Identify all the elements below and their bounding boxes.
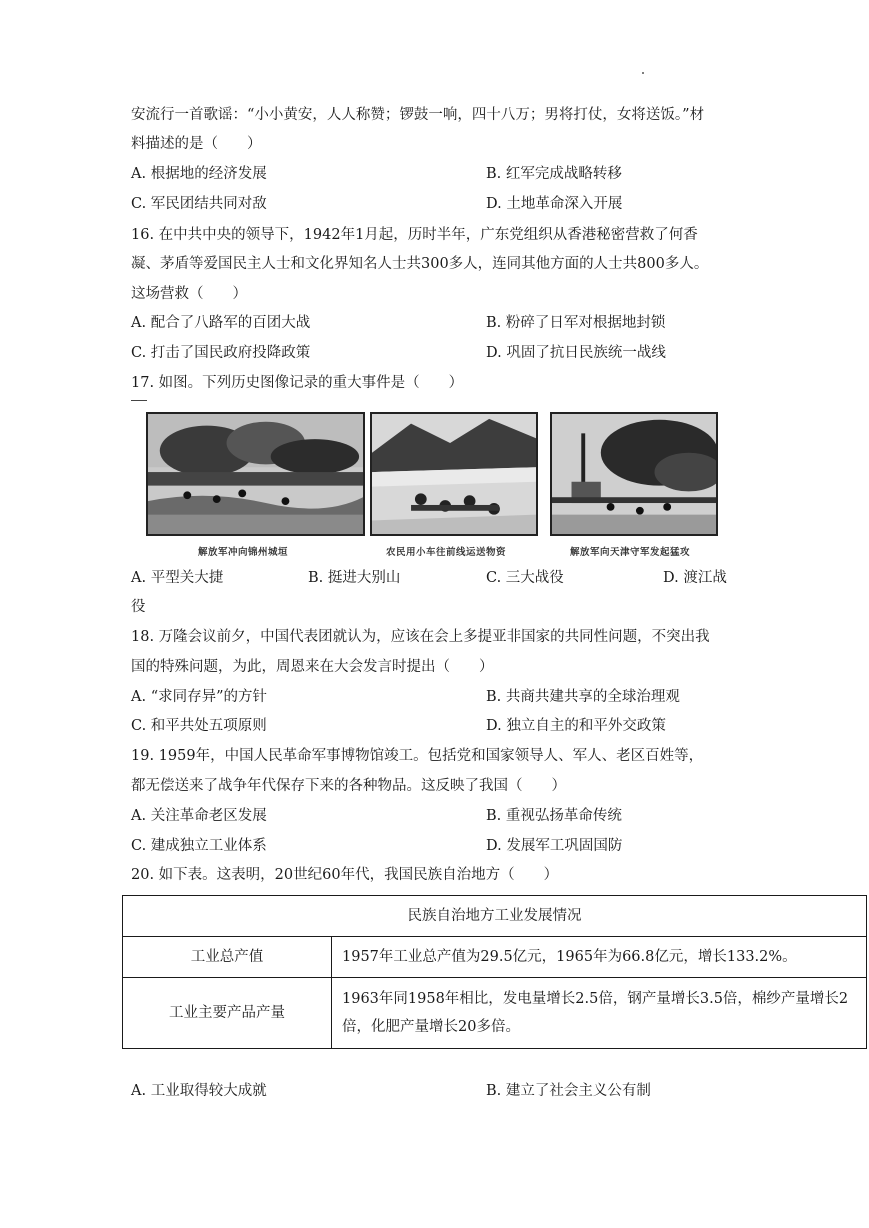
q18-stem-line2: 国的特殊问题，为此，周恩来在大会发言时提出（ ） — [131, 659, 494, 675]
q16-option-b: B. 粉碎了日军对根据地封锁 — [486, 315, 666, 331]
q17-option-d: D. 渡江战 — [663, 570, 727, 586]
q15-option-b: B. 红军完成战略转移 — [486, 166, 622, 182]
q17-option-b: B. 挺进大别山 — [308, 570, 401, 586]
q15-stem-line1: 安流行一首歌谣：“小小黄安，人人称赞；锣鼓一响，四十八万；男将打仗，女将送饭。”材 — [131, 107, 705, 123]
photo-caption-1: 解放军冲向锦州城垣 — [198, 547, 289, 558]
photo-caption-3: 解放军向天津守军发起猛攻 — [570, 547, 691, 558]
q20-option-a: A. 工业取得较大成就 — [131, 1083, 267, 1099]
scan-mark — [131, 400, 147, 401]
q16-option-c: C. 打击了国民政府投降政策 — [131, 345, 311, 361]
scan-dot — [642, 72, 644, 74]
q19-stem-line1: 19. 1959年，中国人民革命军事博物馆竣工。包括党和国家领导人、军人、老区百姓等， — [131, 748, 704, 764]
table-row-key: 工业主要产品产量 — [123, 978, 332, 1049]
q19-stem-line2: 都无偿送来了战争年代保存下来的各种物品。这反映了我国（ ） — [131, 778, 566, 794]
q19-option-d: D. 发展军工巩固国防 — [486, 838, 623, 854]
table-row-key: 工业总产值 — [123, 937, 332, 978]
q16-stem-line3: 这场营救（ ） — [131, 286, 247, 302]
q15-option-a: A. 根据地的经济发展 — [131, 166, 267, 182]
q17-option-d-wrap: 役 — [131, 599, 146, 615]
q19-option-a: A. 关注革命老区发展 — [131, 808, 267, 824]
q17-option-a: A. 平型关大捷 — [131, 570, 224, 586]
q17-option-c: C. 三大战役 — [486, 570, 564, 586]
q15-stem-line2: 料描述的是（ ） — [131, 136, 262, 152]
q18-option-c: C. 和平共处五项原则 — [131, 718, 267, 734]
q18-option-b: B. 共商共建共享的全球治理观 — [486, 689, 680, 705]
photo-supply-carts — [370, 412, 538, 536]
q16-option-d: D. 巩固了抗日民族统一战线 — [486, 345, 666, 361]
photo-jinzhou-assault — [146, 412, 365, 536]
q18-option-d: D. 独立自主的和平外交政策 — [486, 718, 666, 734]
q16-stem-line1: 16. 在中共中央的领导下，1942年1月起，历时半年，广东党组织从香港秘密营救了何香 — [131, 227, 698, 243]
q20-stem: 20. 如下表。这表明，20世纪60年代，我国民族自治地方（ ） — [131, 867, 559, 883]
q17-stem: 17. 如图。下列历史图像记录的重大事件是（ ） — [131, 375, 464, 391]
industry-table — [122, 895, 867, 1049]
table-row — [123, 937, 867, 978]
photo-caption-2: 农民用小车往前线运送物资 — [386, 547, 507, 558]
q17-photo-group — [146, 412, 720, 562]
q16-stem-line2: 凝、茅盾等爱国民主人士和文化界知名人士共300多人，连同其他方面的人士共800多人。 — [131, 256, 709, 272]
q19-option-b: B. 重视弘扬革命传统 — [486, 808, 622, 824]
table-row-value: 1963年同1958年相比，发电量增长2.5倍，钢产量增长3.5倍，棉纱产量增长2倍，化肥产量增长20多倍。 — [332, 978, 867, 1049]
table-row — [123, 978, 867, 1049]
q18-option-a: A. “求同存异”的方针 — [131, 689, 268, 705]
q16-option-a: A. 配合了八路军的百团大战 — [131, 315, 311, 331]
q15-option-d: D. 土地革命深入开展 — [486, 196, 623, 212]
q20-option-b: B. 建立了社会主义公有制 — [486, 1083, 651, 1099]
table-title: 民族自治地方工业发展情况 — [123, 896, 867, 937]
q19-option-c: C. 建成独立工业体系 — [131, 838, 267, 854]
q15-option-c: C. 军民团结共同对敌 — [131, 196, 267, 212]
table-row-value: 1957年工业总产值为29.5亿元，1965年为66.8亿元，增长133.2%。 — [332, 937, 867, 978]
photo-tianjin-attack — [550, 412, 718, 536]
q18-stem-line1: 18. 万隆会议前夕，中国代表团就认为，应该在会上多提亚非国家的共同性问题，不突出我 — [131, 629, 710, 645]
